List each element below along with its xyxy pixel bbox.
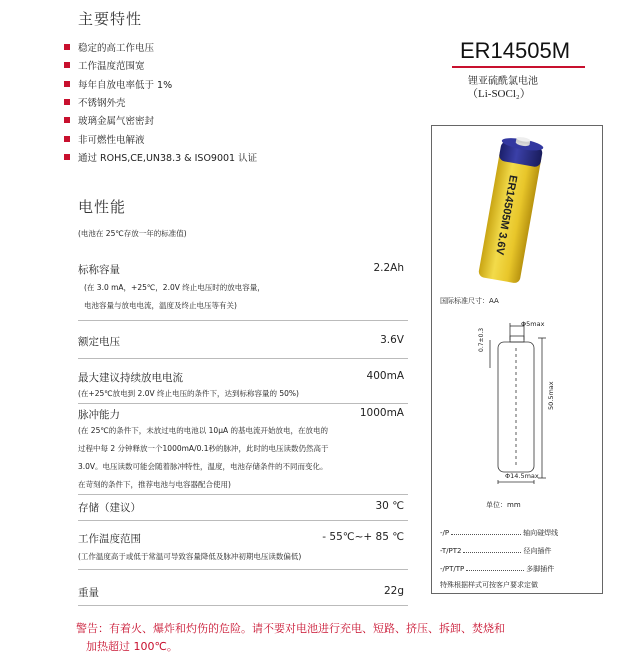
temp-range-value: - 55℃~+ 85 ℃ [322, 531, 404, 543]
bullet-icon [64, 99, 70, 105]
feature-item [64, 77, 172, 91]
battery-image [470, 128, 560, 293]
capacity-note-2: 电池容量与放电电流，温度及终止电压等有关) [84, 301, 237, 310]
feature-text: 通过 ROHS,CE,UN38.3 & ISO9001 认证 [78, 152, 258, 164]
feature-text: 玻璃金属气密密封 [78, 116, 155, 128]
feature-text: 每年自放电率低于 1% [78, 79, 173, 91]
storage-label: 存储（建议） [78, 502, 141, 514]
model-underline [452, 66, 585, 68]
divider [78, 403, 408, 404]
voltage-label: 额定电压 [78, 336, 120, 348]
option-row [440, 564, 576, 574]
feature-item [64, 132, 145, 146]
dim-top: Φ5max [521, 320, 545, 328]
option-code: -/P [440, 529, 450, 537]
feature-item [64, 40, 154, 54]
max-current-value: 400mA [366, 370, 404, 382]
feature-text: 稳定的高工作电压 [78, 43, 155, 54]
weight-value: 22g [383, 585, 404, 597]
option-code: -/PT/TP [440, 565, 465, 573]
feature-item [64, 113, 154, 127]
dot-leader [451, 534, 521, 535]
pulse-line-4: 在苛刻的条件下，推荐电池与电容器配合使用) [78, 480, 231, 489]
features-title: 主要特性 [78, 10, 143, 28]
option-desc: 轴向碰焊线 [523, 529, 559, 537]
custom-note: 特殊根据样式可按客户要求定做 [440, 581, 538, 589]
bullet-icon [64, 44, 70, 50]
storage-value: 30 ℃ [375, 500, 404, 512]
option-row [440, 546, 576, 556]
dim-length: 50.5max [547, 381, 555, 410]
divider [78, 520, 408, 521]
divider [78, 320, 408, 321]
divider [78, 605, 408, 606]
feature-item [64, 150, 257, 164]
model-name: ER14505M [460, 38, 571, 63]
divider [78, 358, 408, 359]
temp-range-label: 工作温度范围 [78, 533, 141, 545]
battery-label: ER14505M 3.6V [493, 174, 519, 256]
feature-item [64, 95, 126, 109]
bullet-icon [64, 136, 70, 142]
max-current-label: 最大建议持续放电电流 [78, 372, 183, 384]
pulse-line-2: 过程中每 2 分钟释放一个1000mA/0.1秒的脉冲，此时的电压读数仍然高于 [78, 444, 329, 453]
pulse-line-1: (在 25℃的条件下，未放过电的电池以 10μA 的基电流开始放电，在放电的 [78, 426, 328, 435]
max-current-note: (在+25℃放电到 2.0V 终止电压的条件下，达到标称容量的 50%) [78, 389, 299, 398]
feature-text: 不锈钢外壳 [78, 97, 126, 109]
temp-range-note: (工作温度高于或低于常温可导致容量降低及脉冲初期电压读数偏低) [78, 552, 302, 561]
bullet-icon [64, 81, 70, 87]
pulse-value: 1000mA [359, 407, 404, 419]
option-desc: 径向插件 [523, 547, 552, 555]
size-label: 国际标准尺寸：AA [440, 297, 499, 305]
unit-label: 单位：mm [486, 501, 521, 509]
divider [78, 494, 408, 495]
electrical-title: 电性能 [78, 198, 127, 216]
dot-leader [466, 570, 524, 571]
weight-label: 重量 [78, 587, 99, 599]
pulse-label: 脉冲能力 [78, 409, 120, 421]
pulse-line-3: 3.0V。电压读数可能会随着脉冲特性，温度，电池存储条件的不同而变化。 [78, 462, 328, 471]
feature-text: 非可燃性电解液 [78, 134, 145, 146]
dim-left: 0.7±0.3 [478, 327, 485, 352]
option-row [440, 528, 576, 538]
product-name: 锂亚硫酰氯电池 [468, 76, 538, 87]
warning-line-1: 警告：有着火、爆炸和灼伤的危险。请不要对电池进行充电、短路、挤压、拆卸、焚烧和 [76, 622, 505, 635]
product-chemistry: （Li-SOCl₂） [467, 88, 531, 100]
bullet-icon [64, 117, 70, 123]
bullet-icon [64, 62, 70, 68]
dot-leader [463, 552, 521, 553]
capacity-label: 标称容量 [78, 264, 120, 276]
capacity-note-1: (在 3.0 mA，+25℃，2.0V 终止电压时的放电容量， [84, 283, 265, 292]
option-desc: 多脚插件 [526, 565, 555, 573]
voltage-value: 3.6V [380, 334, 404, 346]
feature-item [64, 58, 145, 72]
feature-text: 工作温度范围宽 [78, 61, 145, 73]
bullet-icon [64, 154, 70, 160]
divider [78, 569, 408, 570]
dim-diameter: Φ14.5max [505, 472, 539, 480]
option-code: -T/PT2 [440, 547, 462, 555]
electrical-subtitle: (电池在 25℃存放一年的标准值) [78, 229, 187, 238]
warning-line-2: 加热超过 100℃。 [86, 640, 178, 653]
capacity-value: 2.2Ah [373, 262, 404, 274]
